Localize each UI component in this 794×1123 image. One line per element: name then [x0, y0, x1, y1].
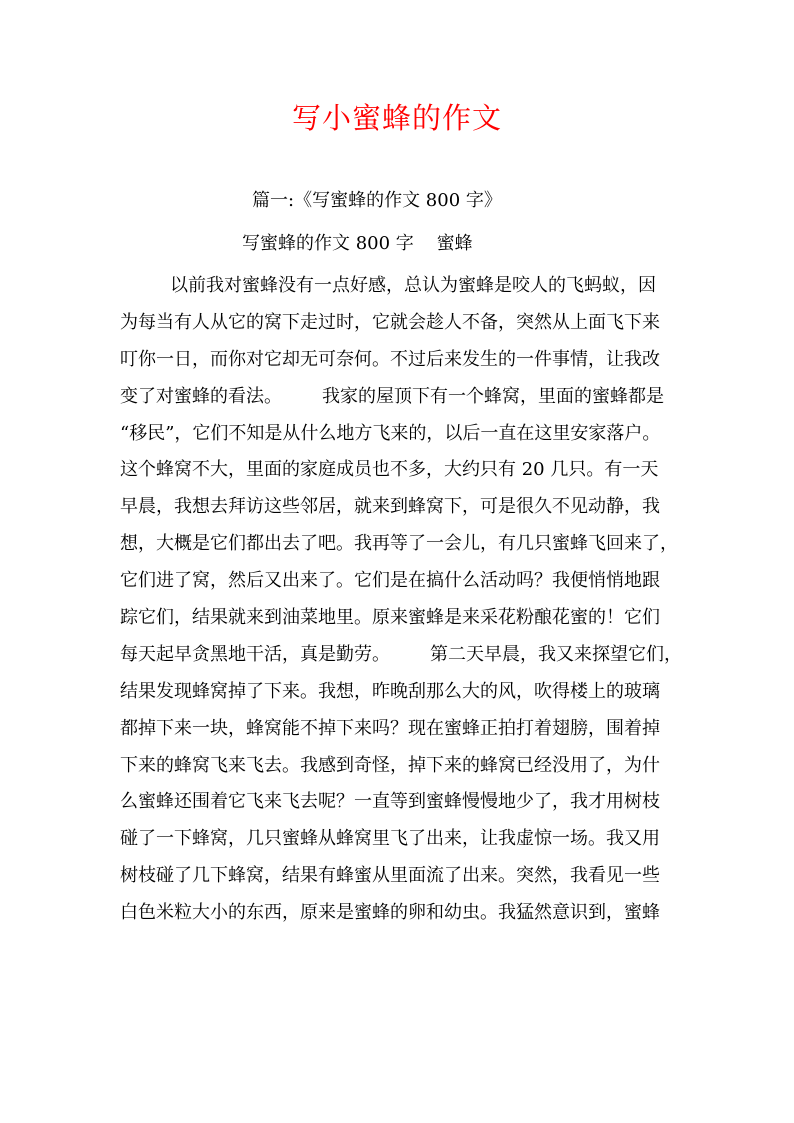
body-line: 结果发现蜂窝掉了下来。我想，昨晚刮那么大的风，吹得楼上的玻璃: [120, 680, 660, 702]
body-line: 踪它们，结果就来到油菜地里。原来蜜蜂是来采花粉酿花蜜的！它们: [120, 607, 660, 629]
body-line: 早晨，我想去拜访这些邻居，就来到蜂窝下，可是很久不见动静，我: [120, 496, 660, 518]
body-line: 么蜜蜂还围着它飞来飞去呢？一直等到蜜蜂慢慢地少了，我才用树枝: [120, 791, 660, 813]
body-line: 碰了一下蜂窝，几只蜜蜂从蜂窝里飞了出来，让我虚惊一场。我又用: [120, 828, 660, 850]
body-line: 变了对蜜蜂的看法。 我家的屋顶下有一个蜂窝，里面的蜜蜂都是: [120, 385, 665, 407]
body-line: 想，大概是它们都出去了吧。我再等了一会儿，有几只蜜蜂飞回来了，: [120, 533, 678, 555]
body-line: 为每当有人从它的窝下走过时，它就会趁人不备，突然从上面飞下来: [120, 311, 660, 333]
body-line: 每天起早贪黑地干活，真是勤劳。 第二天早晨，我又来探望它们，: [120, 643, 683, 665]
body-line: “移民”，它们不知是从什么地方飞来的，以后一直在这里安家落户。: [120, 422, 661, 444]
body-line: 这个蜂窝不大，里面的家庭成员也不多，大约只有 20 几只。有一天: [120, 459, 659, 481]
document-title: 写小蜜蜂的作文: [291, 101, 502, 135]
body-line: 以前我对蜜蜂没有一点好感，总认为蜜蜂是咬人的飞蚂蚁，因: [170, 275, 656, 296]
body-line: 树枝碰了几下蜂窝，结果有蜂蜜从里面流了出来。突然，我看见一些: [120, 865, 660, 887]
body-line: 叮你一日，而你对它却无可奈何。不过后来发生的一件事情，让我改: [120, 348, 660, 370]
body-line: 都掉下来一块，蜂窝能不掉下来吗？现在蜜蜂正拍打着翅膀，围着掉: [120, 717, 660, 739]
essay-body: [120, 268, 683, 932]
body-line: 白色米粒大小的东西，原来是蜜蜂的卵和幼虫。我猛然意识到，蜜蜂: [120, 902, 660, 924]
body-line: 下来的蜂窝飞来飞去。我感到奇怪，掉下来的蜂窝已经没用了，为什: [120, 754, 660, 776]
essay-subheading: 写蜜蜂的作文 800 字 蜜蜂: [242, 233, 473, 254]
body-line: 它们进了窝，然后又出来了。它们是在搞什么活动吗？我便悄悄地跟: [120, 570, 660, 592]
section-heading: 篇一:《写蜜蜂的作文 800 字》: [252, 190, 502, 211]
